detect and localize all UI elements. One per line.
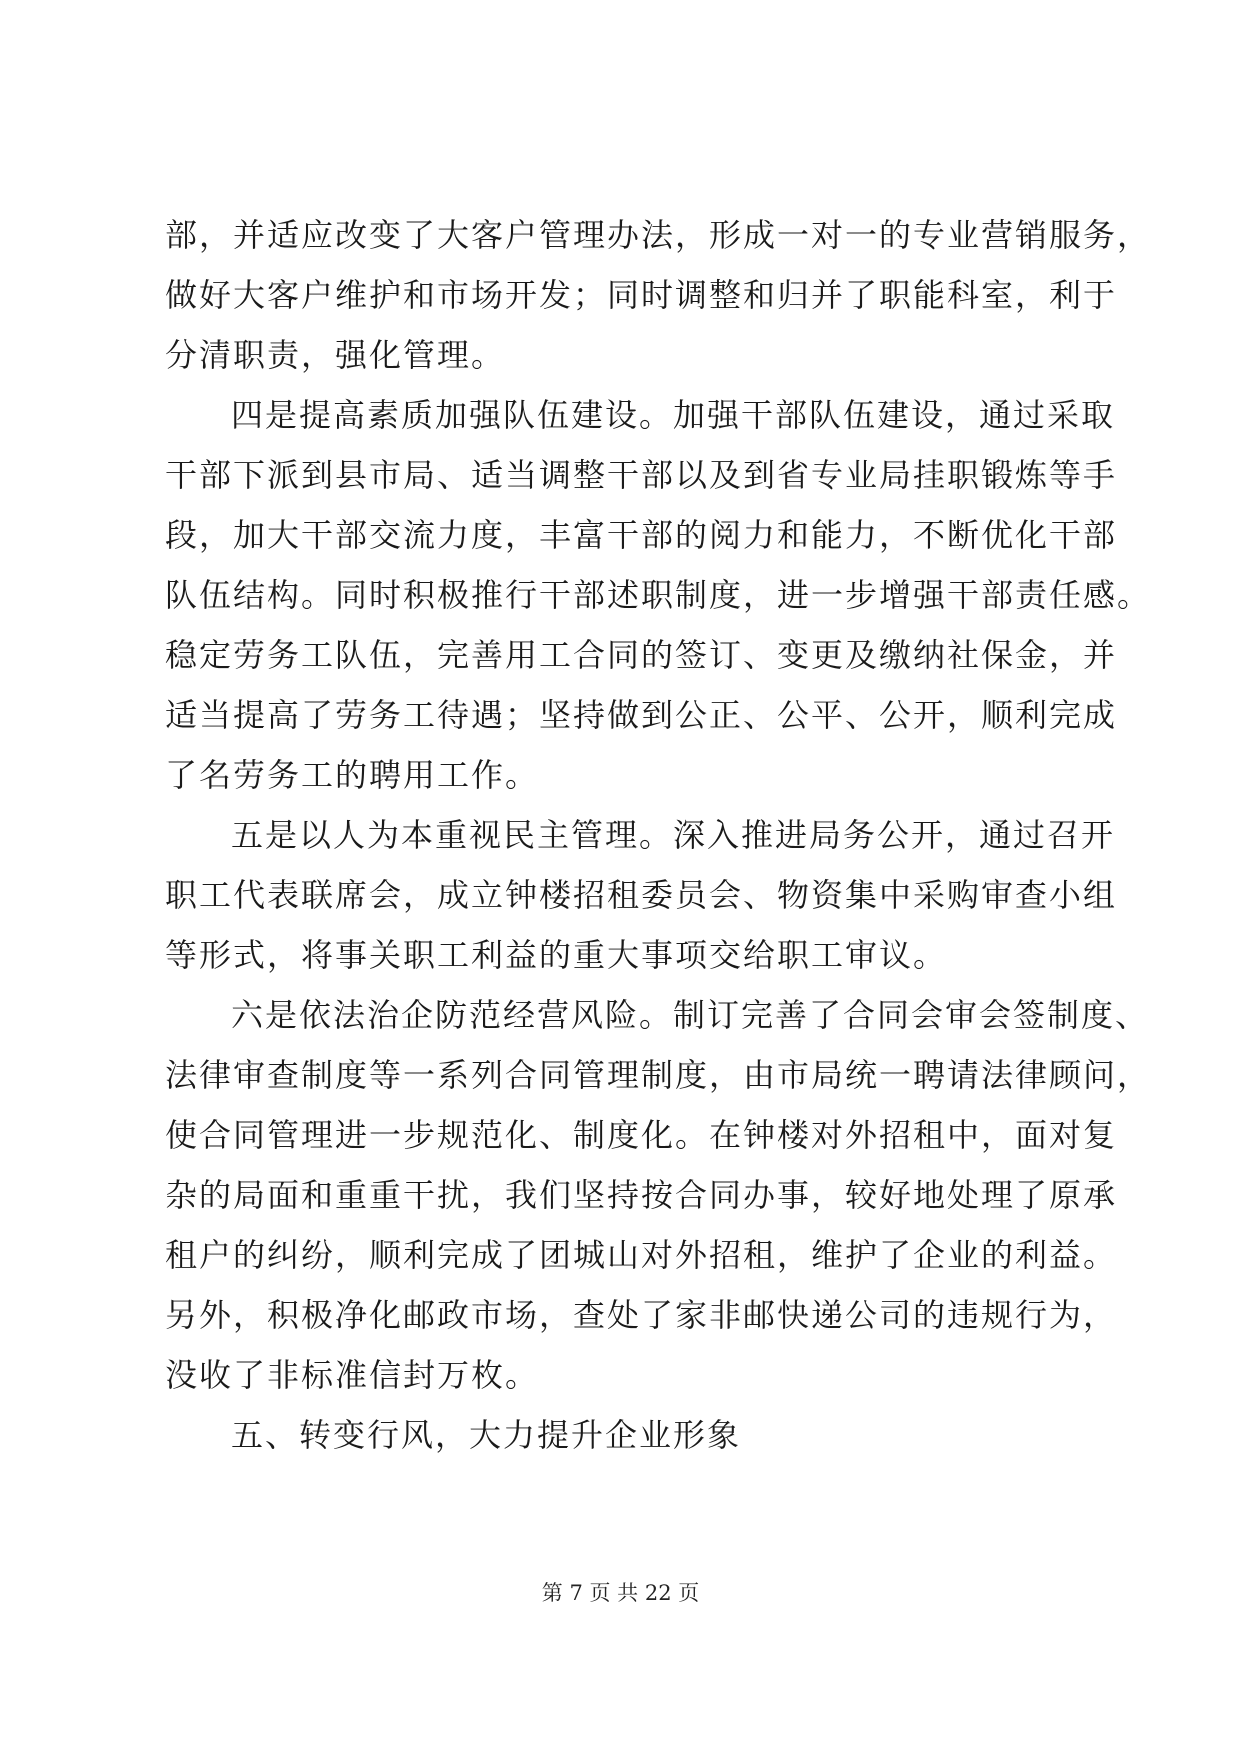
text-line: 队伍结构。同时积极推行干部述职制度，进一步增强干部责任感。 [165,576,1152,614]
text-line: 等形式，将事关职工利益的重大事项交给职工审议。 [165,936,948,974]
text-line: 分清职责，强化管理。 [165,336,506,374]
paragraph [165,805,1118,985]
text-line: 租户的纠纷，顺利完成了团城山对外招租，维护了企业的利益。 [165,1236,1118,1274]
text-line: 五、转变行风，大力提升企业形象 [231,1416,742,1454]
text-line: 职工代表联席会，成立钟楼招租委员会、物资集中采购审查小组 [165,876,1118,914]
paragraph [165,985,1152,1405]
text-line: 另外，积极净化邮政市场，查处了家非邮快递公司的违规行为， [165,1296,1118,1334]
text-line: 使合同管理进一步规范化、制度化。在钟楼对外招租中，面对复 [165,1116,1118,1154]
text-line: 做好大客户维护和市场开发；同时调整和归并了职能科室，利于 [165,276,1118,314]
text-line: 稳定劳务工队伍，完善用工合同的签订、变更及缴纳社保金，并 [165,636,1118,674]
text-line: 段，加大干部交流力度，丰富干部的阅力和能力，不断优化干部 [165,516,1118,554]
text-line: 适当提高了劳务工待遇；坚持做到公正、公平、公开，顺利完成 [165,696,1118,734]
document-body [165,205,1152,1465]
text-line: 干部下派到县市局、适当调整干部以及到省专业局挂职锻炼等手 [165,456,1118,494]
text-line: 法律审查制度等一系列合同管理制度，由市局统一聘请法律顾问， [165,1056,1152,1094]
text-line: 杂的局面和重重干扰，我们坚持按合同办事，较好地处理了原承 [165,1176,1118,1214]
text-line: 六是依法治企防范经营风险。制订完善了合同会审会签制度、 [231,996,1150,1034]
text-line: 了名劳务工的聘用工作。 [165,756,540,794]
text-line: 四是提高素质加强队伍建设。加强干部队伍建设，通过采取 [231,396,1116,434]
text-line: 五是以人为本重视民主管理。深入推进局务公开，通过召开 [231,816,1116,854]
paragraph [165,205,1152,385]
text-line: 部，并适应改变了大客户管理办法，形成一对一的专业营销服务， [165,216,1152,254]
page-number-footer: 第 7 页 共 22 页 [541,1581,700,1605]
section-heading [165,1405,1085,1465]
paragraph [165,385,1152,805]
text-line: 没收了非标准信封万枚。 [165,1356,540,1394]
